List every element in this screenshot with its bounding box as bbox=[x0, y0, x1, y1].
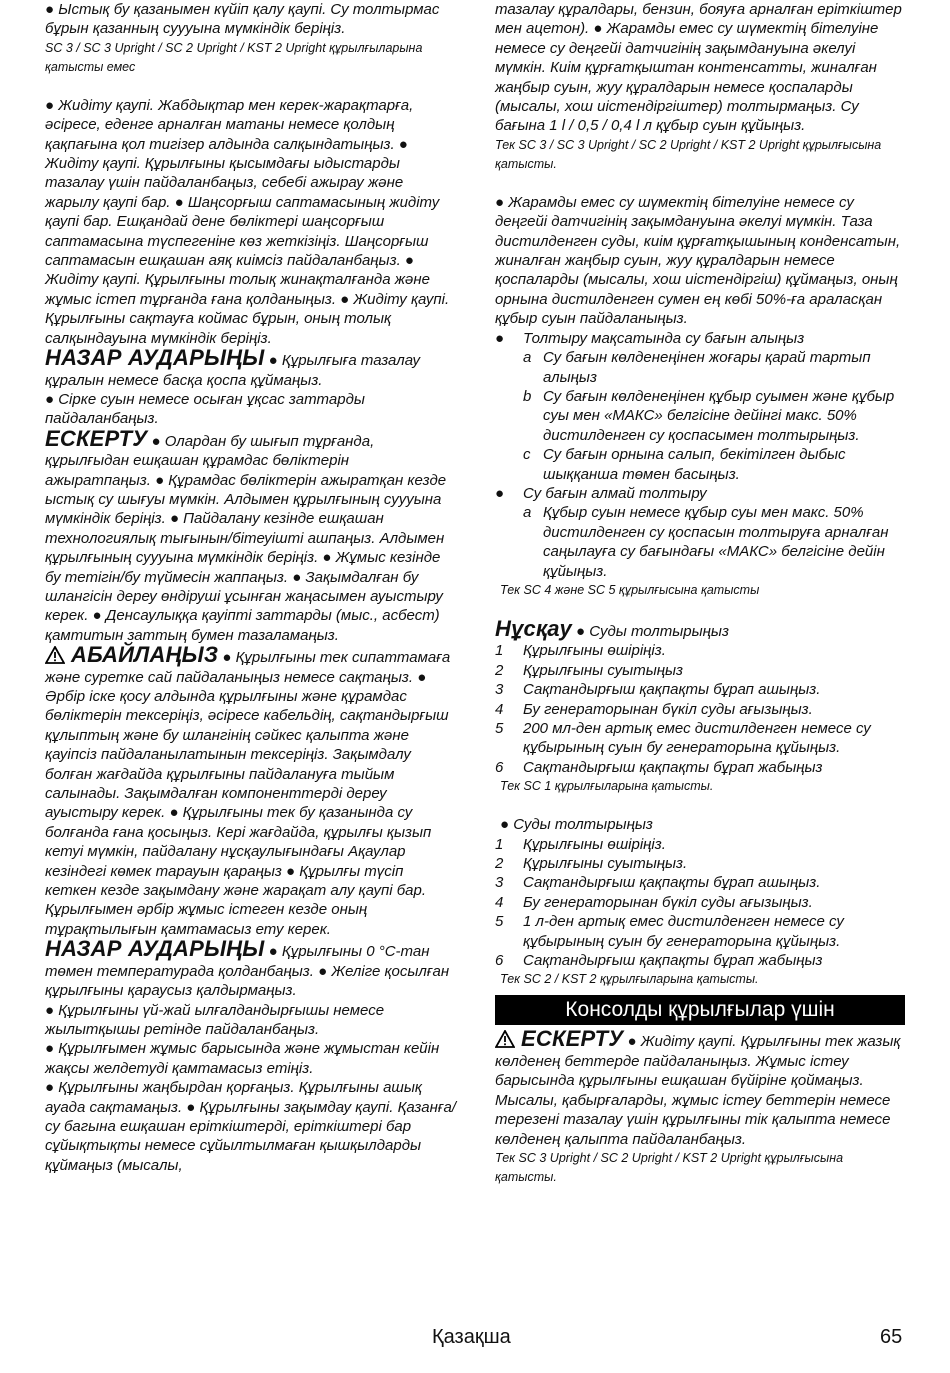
list-item: 1 Құрылғыны өшіріңіз. bbox=[495, 835, 666, 853]
section-banner: Консолды құрылғылар үшін bbox=[495, 995, 905, 1025]
note-block-1 bbox=[45, 425, 457, 645]
model-note-2: Тек SC 3 / SC 3 Upright / SC 2 Upright / KST 2 Upright құрылғысына қатысты. bbox=[495, 137, 882, 171]
list-item: 2 Құрылғыны суытыңыз bbox=[495, 661, 684, 679]
note-heading: ЕСКЕРТУ bbox=[45, 425, 148, 451]
upright-note-block bbox=[495, 1026, 907, 1148]
list-item: 6 Сақтандырғыш қақпақты бұрап жабыңыз bbox=[495, 758, 823, 776]
sub-list-wrap bbox=[495, 503, 907, 581]
note-text: ● Олардан бу шығып тұрғанда, құрылғыдан ешқашан құрамдас бөліктерін ажыратпаңыз. ● Құрамдас бөліктерін ажыратқан кезде ыстық су шығуы мүмкін. Алдымен құрылғының суууына мүмкіндік беріңіз. ● Пайдалану кезінде ешқашан технологиялық тығынын/бітеуішті ашпаңыз. Алдымен құрылғының суууына мүмкіндік беріңіз. ● Жұмыс кезінде бу тетігін/бу түймесін жаппаңыз. ● Зақымдалған бу шлангісін дереу өндіруші ұсынған жаңасымен ауыстыру керек. ● Денсаулыққа қауіпті заттарды (мыс., асбест) қамтитын заттың бумен тазаламаңыз. bbox=[45, 432, 447, 644]
list-item: 2 Құрылғыны суытыңыз. bbox=[495, 855, 688, 873]
sub-list-wrap bbox=[495, 348, 907, 484]
attention-bullet-3: ● Құрылғыны жаңбырдан қорғаңыз. Құрылғыны ашық ауада сақтамаңыз. ● Құрылғыны зақымдау қаупі. Қазанға/су багына ешқашан еріткіштерді, еріткіштері бар сұйықтықты немесе сұйылтылмаған қышқылдарды құймаңыз (мысалы, bbox=[45, 1079, 457, 1174]
attention-bullet-2: ● Құрылғымен жұмыс барысында және жұмыстан кейін жақсы желдетуді қамтамасыз етіңіз. bbox=[45, 1040, 440, 1077]
attention-text: ● Құрылғыға тазалау құралын немесе басқа қоспа құймаңыз. bbox=[45, 352, 421, 389]
attention-heading-2: НАЗАР АУДАРЫҢЫ bbox=[45, 936, 265, 962]
model-note: SC 3 / SC 3 Upright / SC 2 Upright / KST 2 Upright құрылғыларына қатысты емес bbox=[45, 40, 423, 74]
fill-water-label: ● Суды толтырыңыз bbox=[500, 816, 653, 834]
page-number: 65 bbox=[880, 1326, 903, 1348]
list-item: 3 Сақтандырғыш қақпақты бұрап ашыңыз. bbox=[495, 874, 821, 892]
attention-block-1 bbox=[45, 345, 457, 390]
sub-list bbox=[495, 503, 907, 581]
warning-triangle-icon bbox=[495, 1030, 515, 1048]
model-note-4: Тек SC 1 құрылғыларына қатысты. bbox=[500, 779, 714, 794]
steps-list-1 bbox=[495, 641, 907, 777]
list-item: 4 Бу генераторынан бүкіл суды ағызыңыз. bbox=[495, 893, 813, 911]
list-item: 6 Сақтандырғыш қақпақты бұрап жабыңыз bbox=[495, 952, 823, 970]
steps-list-2 bbox=[495, 835, 907, 971]
list-item: c Су бағын орнына салып, бекітілген дыбыс шыққанша төмен басыңыз. bbox=[523, 446, 846, 483]
list-item: 5 200 мл-ден артық емес дистилденген немесе су құбырының суын бу генераторына құйыңыз. bbox=[495, 720, 871, 757]
attention-bullet-1: ● Құрылғыны үй-жай ылғалдандырғышы немесе жылытқышы ретінде пайдаланбаңыз. bbox=[45, 1001, 385, 1038]
left-column bbox=[45, 0, 457, 1175]
list-item: 4 Бу генераторынан бүкіл суды ағызыңыз. bbox=[495, 700, 813, 718]
caution-heading: АБАЙЛАҢЫЗ bbox=[71, 642, 219, 668]
water-quality-text: ● Жарамды емес су шүмектің бітелуіне немесе су деңгейі датчигінің зақымдануына әкелуі мүмкін. Таза дистилденген суды, киім құрғатқышының конденсатын, жиналған жаңбыр суын, жуу құралдарын немесе қоспаларды (мысалы, хош иістендіргіш) құймаңыз, оның орнына дистилденген сумен ең көбі 50%-ға араласқан құбыр суын пайдаланыңыз. bbox=[495, 193, 901, 328]
fill-tank-list bbox=[495, 329, 907, 581]
list-item: a Су бағын көлденеңінен жоғары қарай тартып алыңыз bbox=[523, 349, 871, 386]
hint-heading: Нұсқау bbox=[495, 615, 572, 641]
attention-heading: НАЗАР АУДАРЫҢЫ bbox=[45, 345, 265, 371]
list-item: b Су бағын көлденеңінен құбыр суымен және құбыр суы мен «МАКС» белгісіне дейінгі макс. 50% дистилденген су қоспасымен толтырыңыз. bbox=[523, 387, 895, 444]
burn-warning-text: ● Ыстық бу қазанымен күйіп қалу қаупі. Су толтырмас бұрын қазанның суууына мүмкіндік беріңіз. bbox=[45, 1, 440, 38]
list-item: a Құбыр суын немесе құбыр суы мен макс. 50% дистилденген су қоспасын толтыруға арналған саңылауға су бағындағы «МАКС» белгісіне дейін құйыңыз. bbox=[523, 504, 889, 580]
attention-text-2: ● Сірке суын немесе осыған ұқсас заттарды пайдаланбаңыз. bbox=[45, 390, 365, 428]
hint-block bbox=[495, 615, 907, 641]
upright-note-text: ● Жидіту қаупі. Құрылғыны тек жазық көлденең беттерде пайдаланыңыз. Жұмыс істеу барысында құрылғыны ешқашан бүйіріне қоймаңыз. Мысалы, қабырғаларды, жұмыс істеу беттерін немесе терезені тазалау үшін құрылғыны тік қалыпта немесе көлденең қалыпта пайдаланбаңыз. bbox=[495, 1033, 901, 1148]
model-note-6: Тек SC 3 Upright / SC 2 Upright / KST 2 Upright құрылғысына қатысты. bbox=[495, 1150, 844, 1184]
caution-text: ● Құрылғыны тек сипаттамаға және суретке сай пайдаланыңыз немесе сақтаңыз. ● Әрбір іске қосу алдында құрылғыны және құрамдас бөліктерін тексеріңіз, әсіресе кабельдің, сақтандырғыш құлыптың және бу шлангінің сәйкес қалыпта және қауіпсіз пайдаланылатынын тексеріңіз. Зақымдалу болған жағдайда құрылғыны пайдалануға тыйым салынады. Зақымдалған компоненттерді дереу ауыстыру керек. ● Құрылғыны тек бу қазанында су болғанда ғана қосыңыз. Кері жағдайда, құрылғы қызып кетуі мүмкін, пайдалану нұсқаулығындағы Ақаулар кезіндегі көмек тарауын қараңыз ● Құрылғы түсіп кеткен кезде зақымдану және жарақат алу қаупі бар. Құрылғымен әрбір жұмыс істеген кезде оның тұрақтылығын қамтамасыз ету керек. bbox=[45, 649, 451, 938]
solvent-warning-text: тазалау құралдары, бензин, бояуға арналған еріткіштер мен ацетон). ● Жарамды емес су шүмектің бітелуіне немесе су деңгейі датчигінің зақымдануына әкелуі мүмкін. Киім құрғатқыштан контенсатты, жиналған жаңбыр суын, жуу құралдарын немесе қоспаларды (мысалы, хош иістендіргіштер) толтырмаңыз. Су бағына 1 l / 0,5 / 0,4 l л құбыр суын құйыңыз. bbox=[495, 1, 902, 135]
hint-text: ● Суды толтырыңыз bbox=[571, 622, 729, 640]
list-item: 1 Құрылғыны өшіріңіз. bbox=[495, 642, 666, 660]
list-item: ● Су бағын алмай толтыру bbox=[495, 484, 707, 502]
list-item: 3 Сақтандырғыш қақпақты бұрап ашыңыз. bbox=[495, 681, 821, 699]
list-item: 5 1 л-ден артық емес дистилденген немесе су құбырының суын бу генераторына құйыңыз. bbox=[495, 913, 844, 950]
model-note-5: Тек SC 2 / KST 2 құрылғыларына қатысты. bbox=[500, 972, 759, 987]
note-heading-2: ЕСКЕРТУ bbox=[521, 1026, 624, 1052]
caution-block bbox=[45, 642, 457, 939]
right-column bbox=[495, 0, 907, 1187]
attention-text-3: ● Құрылғыны 0 °C-тан төмен температурада қолданбаңыз. ● Желіге қосылған құрылғыны қараусыз қалдырмаңыз. bbox=[45, 943, 450, 1000]
attention-block-2 bbox=[45, 936, 457, 1000]
scald-warnings-text: ● Жидіту қаупі. Жабдықтар мен керек-жарақтарға, әсіресе, еденге арналған матаны немесе қолдың қақпағына қол тигізер алдында салқындатыңыз. ● Жидіту қаупі. Құрылғыны қысымдағы ыдыстарды тазалау үшін пайдаланбаңыз, себебі ажырау және жарылу қаупі бар. ● Шаңсорғыш саптамасының жидіту қаупі бар. Ешқандай дене бөліктері шаңсорғыш саптамасына түспегеніне көз жеткізіңіз. Шаңсорғыш саптамасын ешқашан аяқ киімсіз пайдаланбаңыз. ● Жидіту қаупі. Құрылғыны толық жинақталғанда және жұмыс істеп тұрғанда ғана қолданыңыз. ● Жидіту қаупі. Құрылғыны сақтауға коймас бұрын, оның толық салқындауына мүмкіндік беріңіз. bbox=[45, 96, 450, 347]
model-note-3: Тек SC 4 және SC 5 құрылғысына қатысты bbox=[500, 582, 760, 597]
sub-list bbox=[495, 348, 907, 484]
warning-triangle-icon bbox=[45, 646, 65, 664]
footer-language: Қазақша bbox=[432, 1326, 511, 1348]
list-item: ● Толтыру мақсатында су бағын алыңыз bbox=[495, 329, 805, 347]
